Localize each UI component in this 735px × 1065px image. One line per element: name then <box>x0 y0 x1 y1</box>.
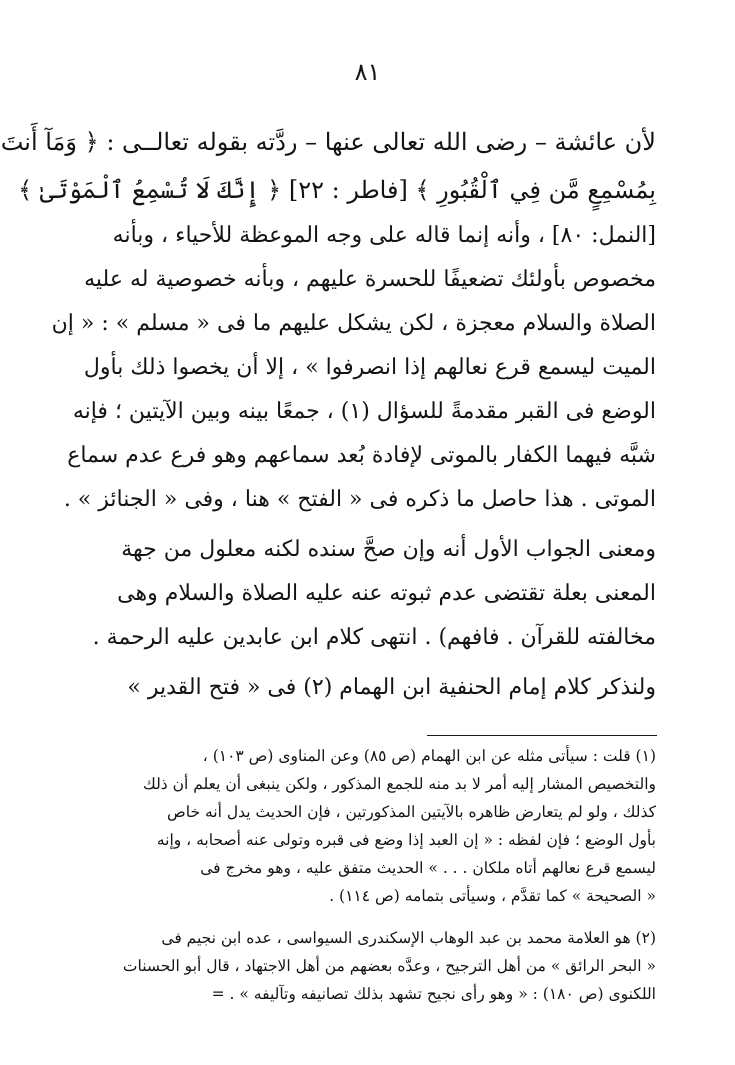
page-number: ٨١ <box>354 58 381 86</box>
footnote-1 <box>78 742 656 910</box>
text-line: الموتى . هذا حاصل ما ذكره فى « الفتح » هنا ، وفى « الجنائز » . <box>63 487 656 512</box>
text-line: الميت ليسمع قرع نعالهم إذا انصرفوا » ، إلا أن يخصوا ذلك بأول <box>83 355 656 380</box>
footnote-line: « الصحيحة » كما تقدَّم ، وسيأتى بتمامه (ص ١١٤) . <box>329 887 656 905</box>
footnote-2 <box>78 924 656 1008</box>
footnote-separator <box>427 735 657 736</box>
text-line: ولنذكر كلام إمام الحنفية ابن الهمام (٢) فى « فتح القدير » <box>127 675 656 700</box>
text-line: الوضع فى القبر مقدمةً للسؤال (١) ، جمعًا بينه وبين الآيتين ؛ فإنه <box>72 399 656 424</box>
footnote-line: اللكنوى (ص ١٨٠) : « وهو رأى نجيح تشهد بذلك تصانيفه وتآليفه » . = <box>211 985 656 1003</box>
footnote-line: « البحر الرائق » من أهل الترجيح ، وعدَّه بعضهم من أهل الاجتهاد ، قال أبو الحسنات <box>122 957 656 975</box>
text-line: مخالفته للقرآن . فافهم) . انتهى كلام ابن عابدين عليه الرحمة . <box>92 625 656 650</box>
footnote-line: (٢) هو العلامة محمد بن عبد الوهاب الإسكندرى السيواسى ، عده ابن نجيم فى <box>161 929 656 947</box>
footnote-line: والتخصيص المشار إليه أمر لا بد منه للجمع المذكور ، ولكن ينبغى أن يعلم أن ذلك <box>143 775 656 793</box>
main-text <box>0 118 656 710</box>
text-line: المعنى بعلة تقتضى عدم ثبوته عنه عليه الصلاة والسلام وهى <box>117 581 656 606</box>
text-line: الصلاة والسلام معجزة ، لكن يشكل عليهم ما فى « مسلم » : « إن <box>51 311 656 336</box>
footnote-line: (١) قلت : سيأتى مثله عن ابن الهمام (ص ٨٥) وعن المناوى (ص ١٠٣) ، <box>202 747 656 765</box>
footnotes <box>78 742 656 1008</box>
footnote-line: بأول الوضع ؛ فإن لفظه : « إن العبد إذا وضع فى قبره وتولى عنه أصحابه ، وإنه <box>156 831 656 849</box>
text-line: لأن عائشة – رضى الله تعالى عنها – ردَّته بقوله تعالــى : ﴿ وَمَآ أَنتَ <box>0 128 656 156</box>
text-line: مخصوص بأولئك تضعيفًا للحسرة عليهم ، وبأنه خصوصية له عليه <box>84 267 656 292</box>
text-line: [النمل: ٨٠] ، وأنه إنما قاله على وجه الموعظة للأحياء ، وبأنه <box>112 223 656 248</box>
footnote-line: كذلك ، ولو لم يتعارض ظاهره بالآيتين المذكورتين ، فإن الحديث يدل أنه خاص <box>167 803 656 821</box>
footnote-line: ليسمع قرع نعالهم أتاه ملكان . . . » الحديث متفق عليه ، وهو مخرج فى <box>200 859 656 877</box>
text-line: بِمُسْمِعٍ مَّن فِي ٱلْقُبُورِ ﴾ [فاطر : ٢٢] ﴿ إِنَّكَ لَا تُسْمِعُ ٱلْمَوْتَىٰ ﴾ <box>18 176 656 204</box>
text-line: ومعنى الجواب الأول أنه وإن صحَّ سنده لكنه معلول من جهة <box>121 537 656 562</box>
text-line: شبَّه فيهما الكفار بالموتى لإفادة بُعد سماعهم وهو فرع عدم سماع <box>67 443 656 468</box>
